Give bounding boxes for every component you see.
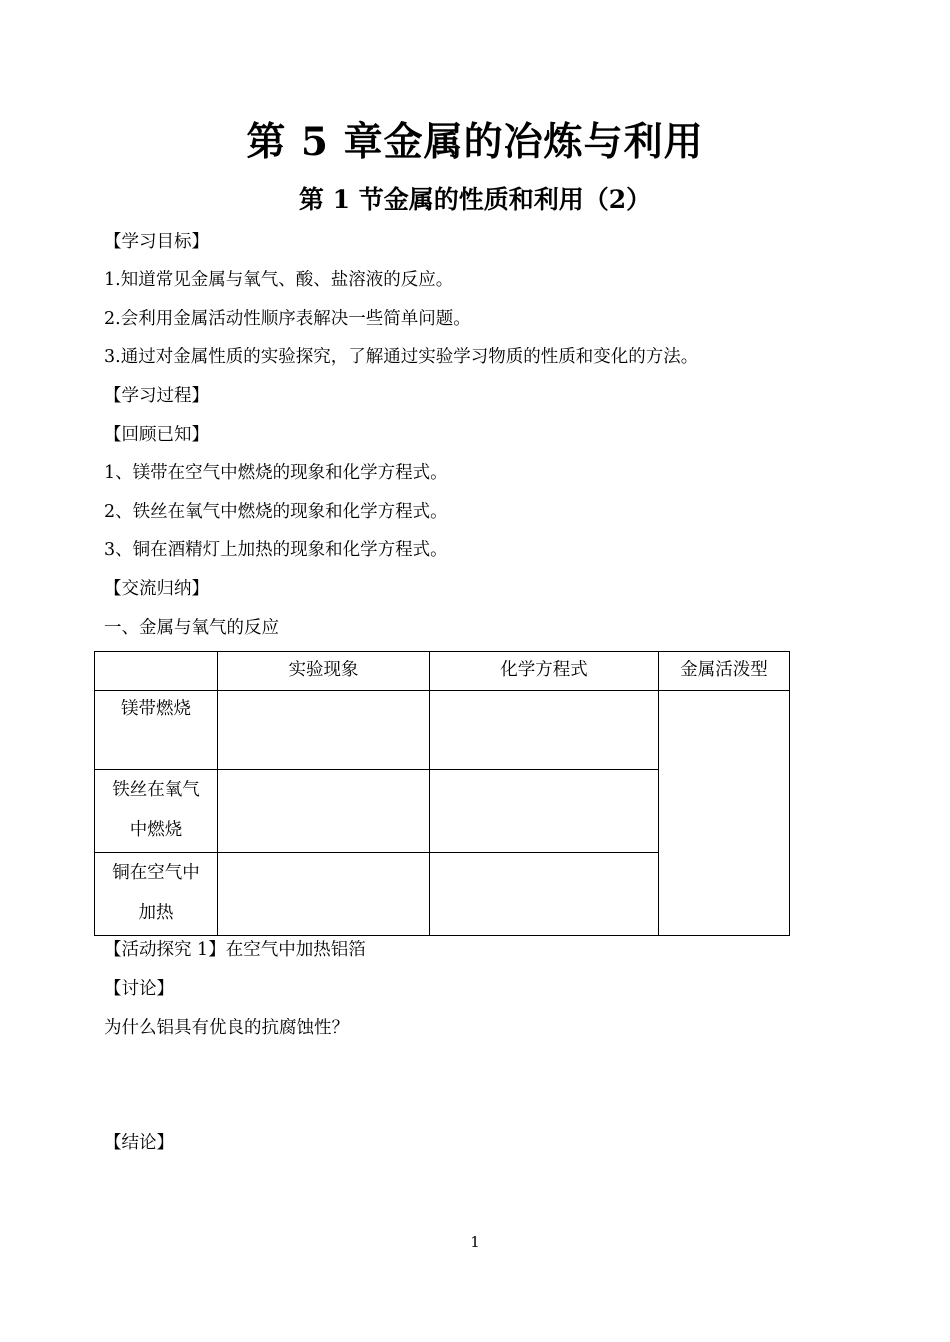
- phenomenon-cell: [218, 770, 430, 853]
- table-row: [95, 691, 790, 770]
- row-label-continued: 加热: [138, 903, 174, 923]
- review-item-3: 3、铜在酒精灯上加热的现象和化学方程式。: [104, 540, 448, 560]
- summary-heading: 【交流归纳】: [104, 579, 209, 599]
- review-heading: 【回顾已知】: [104, 425, 209, 445]
- row-label: 铁丝在氧气: [112, 780, 200, 800]
- review-item-1: 1、镁带在空气中燃烧的现象和化学方程式。: [104, 463, 448, 483]
- goal-item-1: 1.知道常见金属与氧气、酸、盐溶液的反应。: [104, 270, 454, 290]
- row-label-cell: [95, 691, 218, 770]
- row-label: 镁带燃烧: [121, 699, 191, 719]
- oxygen-reaction-table: [94, 651, 790, 936]
- review-item-2: 2、铁丝在氧气中燃烧的现象和化学方程式。: [104, 502, 448, 522]
- table-header-cell: [430, 652, 659, 691]
- header-activity: 金属活泼型: [680, 660, 768, 680]
- section-title: 第 1 节金属的性质和利用（2）: [298, 185, 652, 214]
- goal-item-2: 2.会利用金属活动性顺序表解决一些简单问题。: [104, 309, 471, 329]
- header-equation: 化学方程式: [500, 660, 588, 680]
- process-heading: 【学习过程】: [104, 386, 209, 406]
- discussion-question: 为什么铝具有优良的抗腐蚀性？: [104, 1018, 349, 1038]
- activity-cell: [659, 691, 790, 936]
- phenomenon-cell: [218, 853, 430, 936]
- row-label-continued: 中燃烧: [129, 820, 183, 840]
- table-header-cell: [659, 652, 790, 691]
- table-header-row: [95, 652, 790, 691]
- chapter-title: 第 5 章金属的冶炼与利用: [246, 119, 704, 165]
- conclusion-heading: 【结论】: [104, 1133, 174, 1153]
- equation-cell: [430, 853, 659, 936]
- header-phenomenon: 实验现象: [288, 660, 359, 680]
- equation-cell: [430, 770, 659, 853]
- table-header-cell: [95, 652, 218, 691]
- equation-cell: [430, 691, 659, 770]
- row-label: 铜在空气中: [112, 863, 200, 883]
- table-header-cell: [218, 652, 430, 691]
- goals-heading: 【学习目标】: [104, 232, 209, 252]
- page-number: 1: [470, 1233, 480, 1251]
- row-label-cell: [95, 853, 218, 936]
- section-heading-1: 一、金属与氧气的反应: [104, 618, 279, 638]
- discussion-heading: 【讨论】: [104, 979, 174, 999]
- goal-item-3: 3.通过对金属性质的实验探究，了解通过实验学习物质的性质和变化的方法。: [104, 347, 699, 367]
- row-label-cell: [95, 770, 218, 853]
- phenomenon-cell: [218, 691, 430, 770]
- activity-heading: 【活动探究 1】在空气中加热铝箔: [104, 940, 366, 960]
